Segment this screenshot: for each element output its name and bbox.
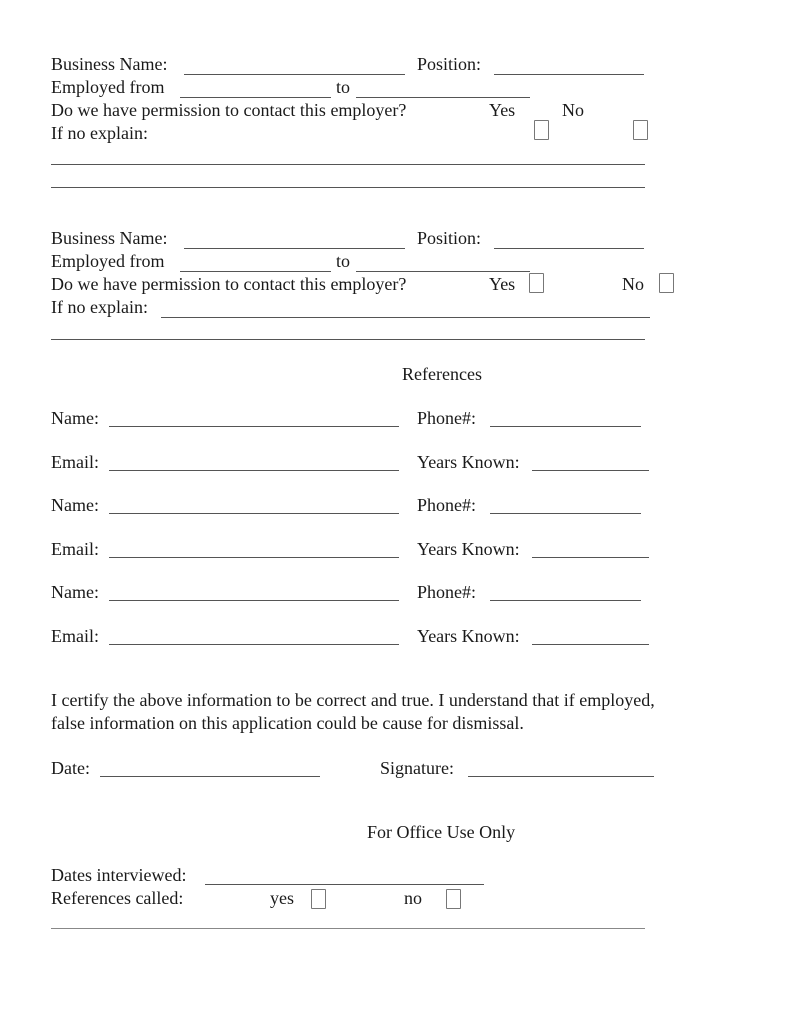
date-input[interactable] bbox=[100, 758, 320, 777]
employed-from-label: Employed from bbox=[51, 251, 165, 271]
reference-email-label: Email: bbox=[51, 539, 99, 559]
to-label: to bbox=[336, 251, 351, 271]
reference-phone-label: Phone#: bbox=[417, 495, 477, 515]
permission-question: Do we have permission to contact this employer? bbox=[51, 274, 407, 294]
position-label: Position: bbox=[417, 228, 482, 248]
references-title: References bbox=[402, 364, 482, 384]
certification-text-line1: I certify the above information to be correct and true. I understand that if employed, bbox=[51, 690, 655, 710]
date-label: Date: bbox=[51, 758, 90, 778]
to-label: to bbox=[336, 77, 351, 97]
references-called-no-checkbox[interactable] bbox=[446, 889, 461, 909]
reference-3-email-input[interactable] bbox=[109, 626, 399, 645]
yes-label: Yes bbox=[489, 274, 516, 294]
dates-interviewed-label: Dates interviewed: bbox=[51, 865, 187, 885]
reference-3-phone-input[interactable] bbox=[490, 582, 641, 601]
reference-name-label: Name: bbox=[51, 408, 99, 428]
reference-email-label: Email: bbox=[51, 626, 99, 646]
reference-years-label: Years Known: bbox=[417, 626, 520, 646]
permission-yes-checkbox-1[interactable] bbox=[534, 120, 549, 140]
no-label: No bbox=[562, 100, 584, 120]
explain-input-2b[interactable] bbox=[51, 321, 645, 340]
certification-text-line2: false information on this application could be cause for dismissal. bbox=[51, 713, 524, 733]
references-called-label: References called: bbox=[51, 888, 184, 908]
business-name-label: Business Name: bbox=[51, 54, 168, 74]
employed-to-input-2[interactable] bbox=[356, 253, 530, 272]
business-name-label: Business Name: bbox=[51, 228, 168, 248]
office-use-divider bbox=[51, 928, 645, 929]
employed-from-input-1[interactable] bbox=[180, 79, 331, 98]
reference-name-label: Name: bbox=[51, 495, 99, 515]
explain-input-2a[interactable] bbox=[161, 299, 650, 318]
reference-2-email-input[interactable] bbox=[109, 539, 399, 558]
permission-question: Do we have permission to contact this employer? bbox=[51, 100, 407, 120]
position-input-1[interactable] bbox=[494, 56, 644, 75]
reference-email-label: Email: bbox=[51, 452, 99, 472]
reference-name-label: Name: bbox=[51, 582, 99, 602]
no-label: No bbox=[622, 274, 644, 294]
references-called-yes-label: yes bbox=[270, 888, 294, 908]
reference-2-name-input[interactable] bbox=[109, 495, 399, 514]
business-name-input-1[interactable] bbox=[184, 56, 405, 75]
dates-interviewed-input[interactable] bbox=[205, 866, 484, 885]
position-input-2[interactable] bbox=[494, 230, 644, 249]
reference-3-years-input[interactable] bbox=[532, 626, 649, 645]
permission-no-checkbox-2[interactable] bbox=[659, 273, 674, 293]
references-called-yes-checkbox[interactable] bbox=[311, 889, 326, 909]
reference-phone-label: Phone#: bbox=[417, 582, 477, 602]
permission-yes-checkbox-2[interactable] bbox=[529, 273, 544, 293]
business-name-input-2[interactable] bbox=[184, 230, 405, 249]
employed-to-input-1[interactable] bbox=[356, 79, 530, 98]
reference-years-label: Years Known: bbox=[417, 539, 520, 559]
signature-input[interactable] bbox=[468, 758, 654, 777]
reference-1-phone-input[interactable] bbox=[490, 408, 641, 427]
reference-years-label: Years Known: bbox=[417, 452, 520, 472]
reference-1-years-input[interactable] bbox=[532, 452, 649, 471]
office-use-title: For Office Use Only bbox=[367, 822, 516, 842]
explain-input-1a[interactable] bbox=[51, 146, 645, 165]
reference-2-years-input[interactable] bbox=[532, 539, 649, 558]
explain-label: If no explain: bbox=[51, 297, 148, 317]
reference-phone-label: Phone#: bbox=[417, 408, 477, 428]
references-called-no-label: no bbox=[404, 888, 422, 908]
yes-label: Yes bbox=[489, 100, 516, 120]
position-label: Position: bbox=[417, 54, 482, 74]
reference-3-name-input[interactable] bbox=[109, 582, 399, 601]
explain-label: If no explain: bbox=[51, 123, 148, 143]
reference-1-email-input[interactable] bbox=[109, 452, 399, 471]
employed-from-input-2[interactable] bbox=[180, 253, 331, 272]
reference-1-name-input[interactable] bbox=[109, 408, 399, 427]
permission-no-checkbox-1[interactable] bbox=[633, 120, 648, 140]
reference-2-phone-input[interactable] bbox=[490, 495, 641, 514]
explain-input-1b[interactable] bbox=[51, 169, 645, 188]
signature-label: Signature: bbox=[380, 758, 454, 778]
employed-from-label: Employed from bbox=[51, 77, 165, 97]
